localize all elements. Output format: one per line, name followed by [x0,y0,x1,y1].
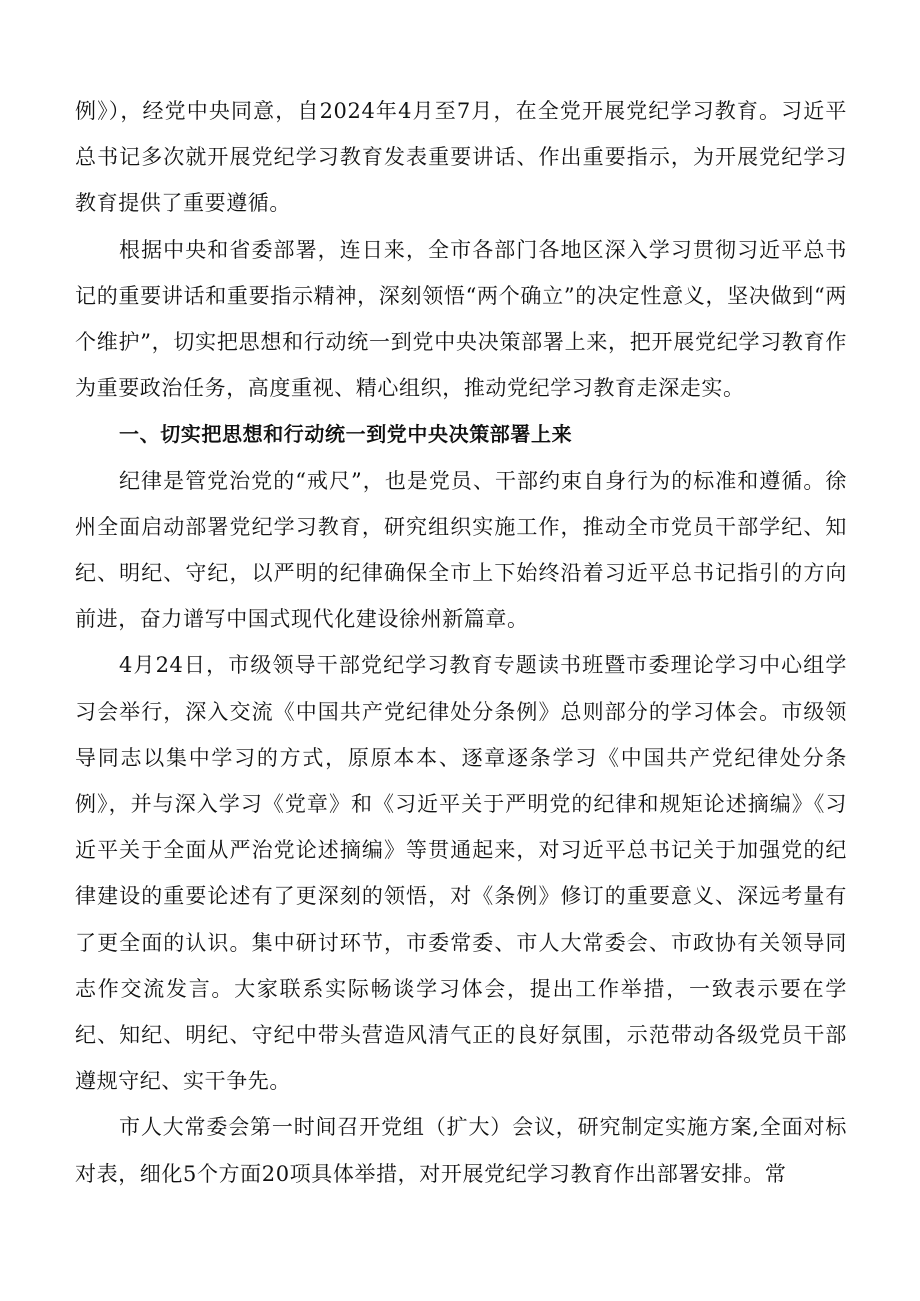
section-heading-1: 一、切实把思想和行动统一到党中央决策部署上来 [119,422,573,447]
paragraph-continuation: 例》），经党中央同意，自2024年4月至7月，在全党开展党纪学习教育。习近平总书记多次就开展党纪学习教育发表重要讲话、作出重要指示，为开展党纪学习教育提供了重要遵循。 [75,99,847,216]
paragraph-deployment: 根据中央和省委部署，连日来，全市各部门各地区深入学习贯彻习近平总书记的重要讲话和重要指示精神，深刻领悟“两个确立”的决定性意义，坚决做到“两个维护”，切实把思想和行动统一到党中央决策部署上来，把开展党纪学习教育作为重要政治任务，高度重视、精心组织，推动党纪学习教育走深走实。 [75,237,847,401]
document-body [75,88,847,1197]
paragraph-april-24: 4月24日，市级领导干部党纪学习教育专题读书班暨市委理论学习中心组学习会举行，深入交流《中国共产党纪律处分条例》总则部分的学习体会。市级领导同志以集中学习的方式，原原本本、逐章逐条学习《中国共产党纪律处分条例》，并与深入学习《党章》和《习近平关于严明党的纪律和规矩论述摘编》《习近平关于全面从严治党论述摘编》等贯通起来，对习近平总书记关于加强党的纪律建设的重要论述有了更深刻的领悟，对《条例》修订的重要意义、深远考量有了更全面的认识。集中研讨环节，市委常委、市人大常委会、市政协有关领导同志作交流发言。大家联系实际畅谈学习体会，提出工作举措，一致表示要在学纪、知纪、明纪、守纪中带头营造风清气正的良好氛围，示范带动各级党员干部遵规守纪、实干争先。 [75,653,847,1094]
paragraph-discipline: 纪律是管党治党的“戒尺”，也是党员、干部约束自身行为的标准和遵循。徐州全面启动部署党纪学习教育，研究组织实施工作，推动全市党员干部学纪、知纪、明纪、守纪，以严明的纪律确保全市上下始终沿着习近平总书记指引的方向前进，奋力谱写中国式现代化建设徐州新篇章。 [75,468,847,632]
paragraph-npc-standing-committee: 市人大常委会第一时间召开党组（扩大）会议，研究制定实施方案,全面对标对表，细化5个方面20项具体举措，对开展党纪学习教育作出部署安排。常 [75,1115,847,1186]
